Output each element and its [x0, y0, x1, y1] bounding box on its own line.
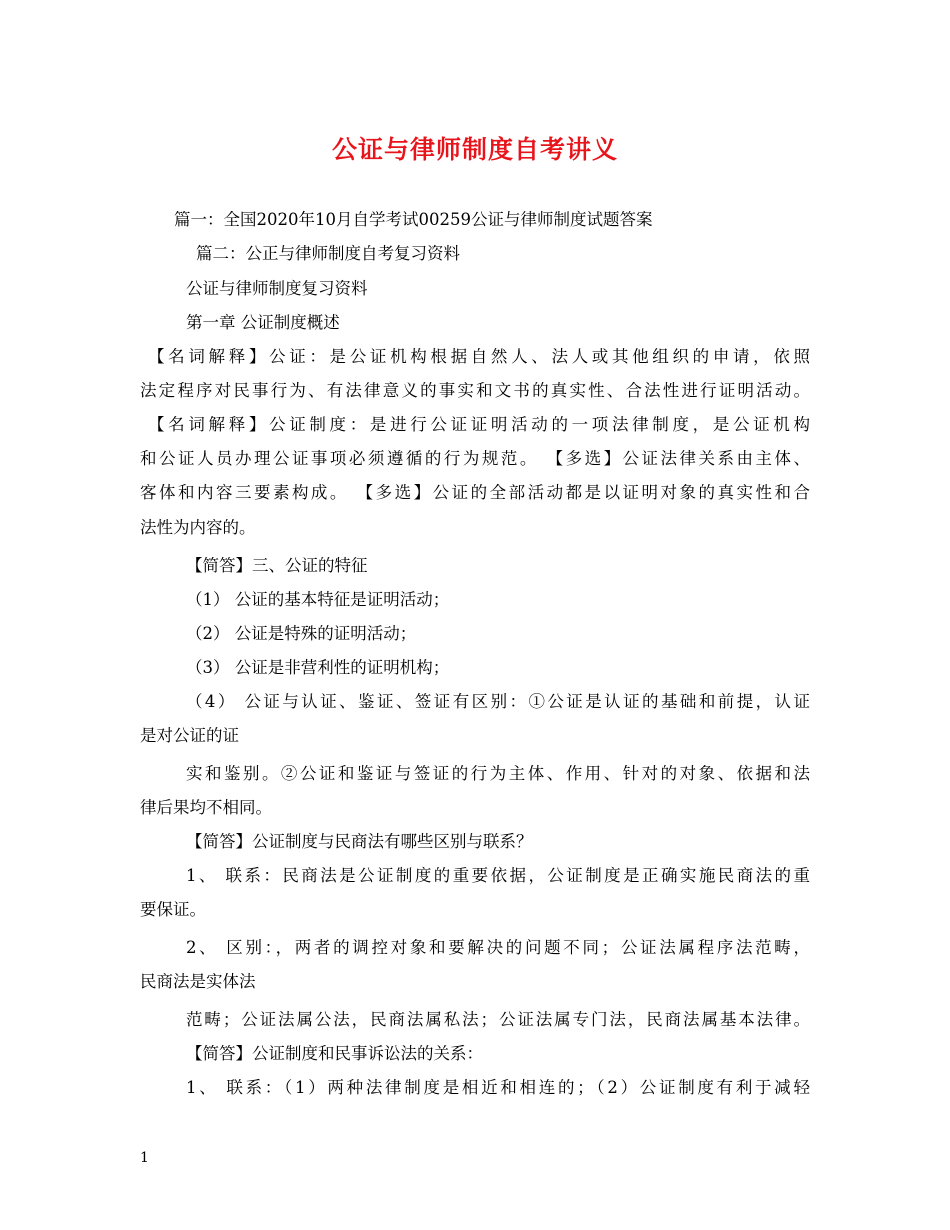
body-line: 1、 联系：（1）两种法律制度是相近和相连的；（2）公证制度有利于减轻 — [186, 1078, 810, 1097]
body-line: 篇二：公正与律师制度自考复习资料 — [196, 244, 460, 263]
page-number: 1 — [140, 1150, 149, 1166]
body-line: 第一章 公证制度概述 — [186, 313, 340, 332]
body-line: （2） 公证是特殊的证明活动； — [186, 624, 417, 643]
body-line: 【简答】公证制度与民商法有哪些区别与联系？ — [186, 832, 533, 851]
body-line: 和公证人员办理公证事项必须遵循的行为规范。 【多选】公证法律关系由主体、 — [140, 449, 810, 468]
body-line: 律后果均不相同。 — [140, 798, 272, 817]
body-line: 法定程序对民事行为、有法律意义的事实和文书的真实性、合法性进行证明活动。 — [140, 381, 810, 400]
body-line: 实和鉴别。②公证和鉴证与签证的行为主体、作用、针对的对象、依据和法 — [186, 764, 810, 783]
body-line: （4） 公证与认证、鉴证、签证有区别：①公证是认证的基础和前提，认证 — [186, 692, 810, 711]
body-line: 客体和内容三要素构成。 【多选】公证的全部活动都是以证明对象的真实性和合 — [140, 483, 810, 502]
body-line: （3） 公证是非营利性的证明机构； — [186, 658, 450, 677]
body-line: （1） 公证的基本特征是证明活动； — [186, 590, 450, 609]
body-line: 是对公证的证 — [140, 726, 239, 745]
body-line: 【简答】三、公证的特征 — [186, 556, 368, 575]
body-line: 【简答】公证制度和民事诉讼法的关系： — [186, 1044, 483, 1063]
body-line: 范畴；公证法属公法，民商法属私法；公证法属专门法，民商法属基本法律。 — [186, 1010, 810, 1029]
document-title: 公证与律师制度自考讲义 — [331, 135, 618, 164]
body-line: 篇一：全国2020年10月自学考试00259公证与律师制度试题答案 — [174, 210, 653, 229]
body-line: 【名词解释】公证：是公证机构根据自然人、法人或其他组织的申请，依照 — [148, 347, 810, 366]
body-line: 公证与律师制度复习资料 — [186, 279, 368, 298]
body-line: 要保证。 — [140, 900, 206, 919]
body-line: 1、 联系：民商法是公证制度的重要依据，公证制度是正确实施民商法的重 — [186, 866, 810, 885]
body-line: 2、 区别：，两者的调控对象和要解决的问题不同；公证法属程序法范畴， — [186, 938, 810, 957]
body-line: 民商法是实体法 — [140, 972, 256, 991]
body-line: 法性为内容的。 — [140, 518, 256, 537]
body-line: 【名词解释】公证制度：是进行公证证明活动的一项法律制度，是公证机构 — [148, 415, 810, 434]
